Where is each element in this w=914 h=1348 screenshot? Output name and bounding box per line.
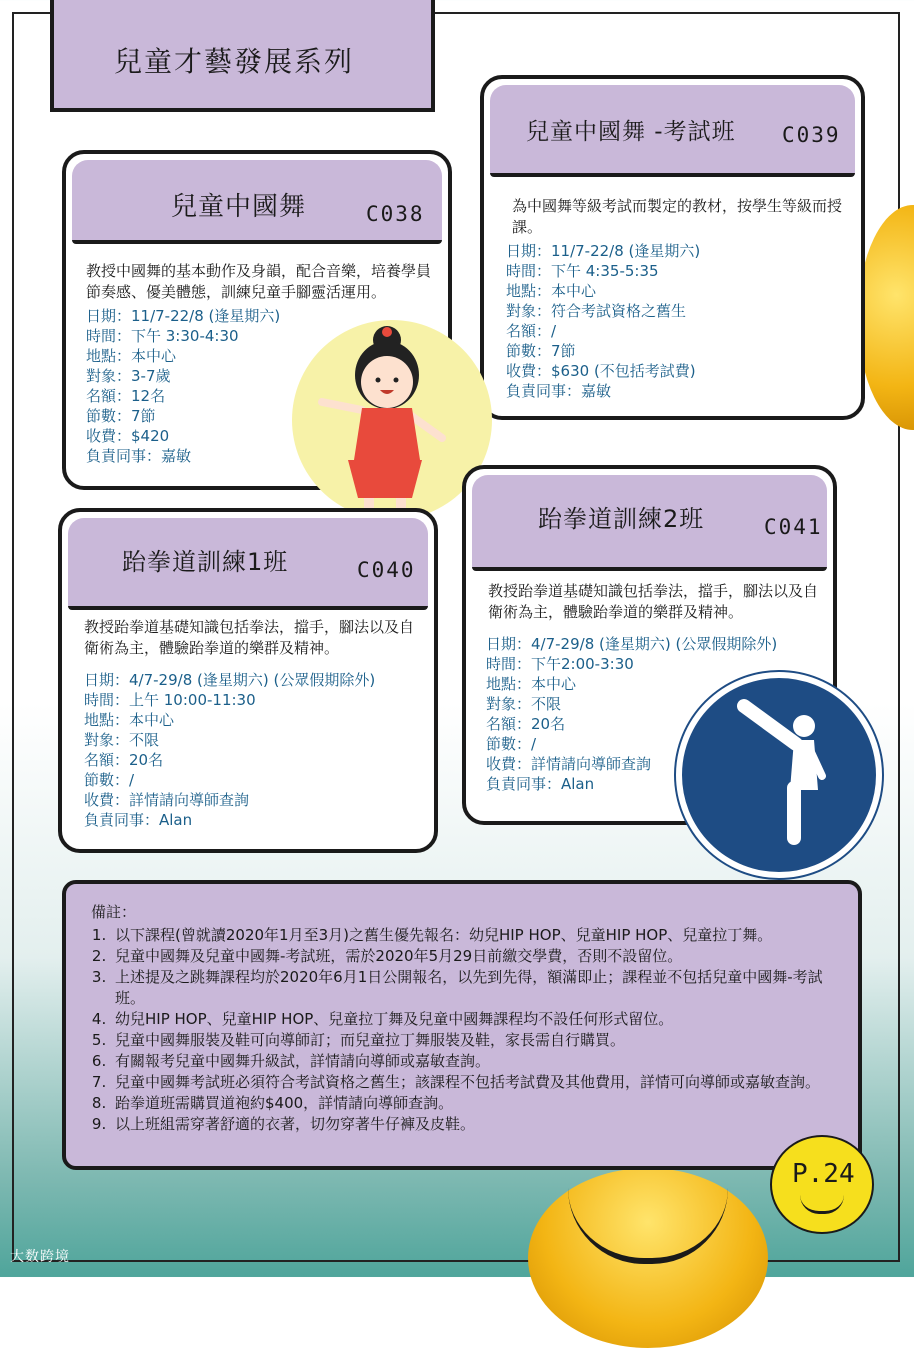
course-description: 教授中國舞的基本動作及身韻，配合音樂，培養學員節奏感、優美體態，訓練兒童手腳靈活運用。 xyxy=(86,262,432,301)
course-card-c040 xyxy=(58,508,438,853)
smile-icon xyxy=(800,1195,844,1214)
info-sessions: 節數：/ xyxy=(84,771,135,789)
info-time: 時間：上午 10:00-11:30 xyxy=(84,691,256,709)
info-staff: 負責同事：嘉敏 xyxy=(506,382,612,400)
course-info xyxy=(86,306,280,466)
info-venue: 地點：本中心 xyxy=(506,282,597,300)
info-target: 對象：3-7歲 xyxy=(86,367,171,385)
course-code: C038 xyxy=(366,202,425,226)
info-time: 時間：下午 3:30-4:30 xyxy=(86,327,239,345)
course-title: 跆拳道訓練1班 xyxy=(122,548,289,576)
note-item: 9. 以上班組需穿著舒適的衣著，切勿穿著牛仔褲及皮鞋。 xyxy=(111,1114,846,1135)
course-title: 兒童中國舞 -考試班 xyxy=(526,119,736,145)
info-staff: 負責同事：Alan xyxy=(84,811,193,829)
note-item: 2. 兒童中國舞及兒童中國舞-考試班，需於2020年5月29日前繳交學費，否則不設留位。 xyxy=(111,946,846,967)
info-target: 對象：符合考試資格之舊生 xyxy=(506,302,687,320)
info-staff: 負責同事：Alan xyxy=(486,775,595,793)
info-quota: 名額：20名 xyxy=(486,715,566,733)
info-target: 對象：不限 xyxy=(84,731,160,749)
info-fee: 收費：$420 xyxy=(86,427,170,445)
info-date: 日期：4/7-29/8 (逢星期六) (公眾假期除外) xyxy=(84,671,376,689)
note-item: 4. 幼兒HIP HOP、兒童HIP HOP、兒童拉丁舞及兒童中國舞課程均不設任何形式留位。 xyxy=(111,1009,846,1030)
course-title: 兒童中國舞 xyxy=(171,192,307,222)
info-fee: 收費：詳情請向導師查詢 xyxy=(84,791,250,809)
page-number-badge xyxy=(770,1135,874,1234)
page-number: P.24 xyxy=(792,1159,855,1189)
info-sessions: 節數：7節 xyxy=(506,342,576,360)
notes-list xyxy=(91,925,846,1135)
course-description: 為中國舞等級考試而製定的教材，按學生等級而授課。 xyxy=(512,197,843,236)
course-info xyxy=(84,670,375,830)
note-item: 6. 有關報考兒童中國舞升級試，詳情請向導師或嘉敏查詢。 xyxy=(111,1051,846,1072)
info-fee: 收費：$630 (不包括考試費) xyxy=(506,362,696,380)
info-quota: 名額：12名 xyxy=(86,387,166,405)
course-title: 跆拳道訓練2班 xyxy=(538,505,705,533)
watermark: 大数跨境 xyxy=(10,1249,70,1265)
note-item: 5. 兒童中國舞服裝及鞋可向導師訂；而兒童拉丁舞服裝及鞋，家長需自行購買。 xyxy=(111,1030,846,1051)
info-target: 對象：不限 xyxy=(486,695,562,713)
info-quota: 名額：20名 xyxy=(84,751,164,769)
note-item: 8. 跆拳道班需購買道袍約$400，詳情請向導師查詢。 xyxy=(111,1093,846,1114)
course-info xyxy=(506,241,700,401)
info-date: 日期：11/7-22/8 (逢星期六) xyxy=(86,307,281,325)
course-code: C040 xyxy=(357,558,416,582)
series-title-banner xyxy=(50,0,435,112)
course-card-c039 xyxy=(480,75,865,420)
info-venue: 地點：本中心 xyxy=(84,711,175,729)
notes-heading: 備註： xyxy=(91,903,137,921)
info-venue: 地點：本中心 xyxy=(486,675,577,693)
info-staff: 負責同事：嘉敏 xyxy=(86,447,192,465)
info-date: 日期：4/7-29/8 (逢星期六) (公眾假期除外) xyxy=(486,635,778,653)
note-item: 3. 上述提及之跳舞課程均於2020年6月1日公開報名，以先到先得，額滿即止；課程並不包括兒童中國舞-考試班。 xyxy=(111,967,846,1009)
course-code: C041 xyxy=(764,515,823,539)
course-code: C039 xyxy=(782,123,841,147)
info-date: 日期：11/7-22/8 (逢星期六) xyxy=(506,242,701,260)
smiley-face-icon xyxy=(528,1168,768,1348)
note-item: 1. 以下課程(曾就讀2020年1月至3月)之舊生優先報名：幼兒HIP HOP、兒童HIP HOP、兒童拉丁舞。 xyxy=(111,925,846,946)
course-description: 教授跆拳道基礎知識包括拳法，擋手，腳法以及自衛術為主，體驗跆拳道的樂群及精神。 xyxy=(488,582,819,621)
series-title: 兒童才藝發展系列 xyxy=(114,45,355,78)
notes-panel xyxy=(62,880,862,1170)
info-quota: 名額：/ xyxy=(506,322,557,340)
info-fee: 收費：詳情請向導師查詢 xyxy=(486,755,652,773)
info-time: 時間：下午 4:35-5:35 xyxy=(506,262,659,280)
note-item: 7. 兒童中國舞考試班必須符合考試資格之舊生；該課程不包括考試費及其他費用，詳情可向導師或嘉敏查詢。 xyxy=(111,1072,846,1093)
info-time: 時間：下午2:00-3:30 xyxy=(486,655,634,673)
info-sessions: 節數：/ xyxy=(486,735,537,753)
taekwondo-kick-icon xyxy=(676,672,882,878)
info-sessions: 節數：7節 xyxy=(86,407,156,425)
course-description: 教授跆拳道基礎知識包括拳法，擋手，腳法以及自衛術為主，體驗跆拳道的樂群及精神。 xyxy=(84,618,415,657)
info-venue: 地點：本中心 xyxy=(86,347,177,365)
